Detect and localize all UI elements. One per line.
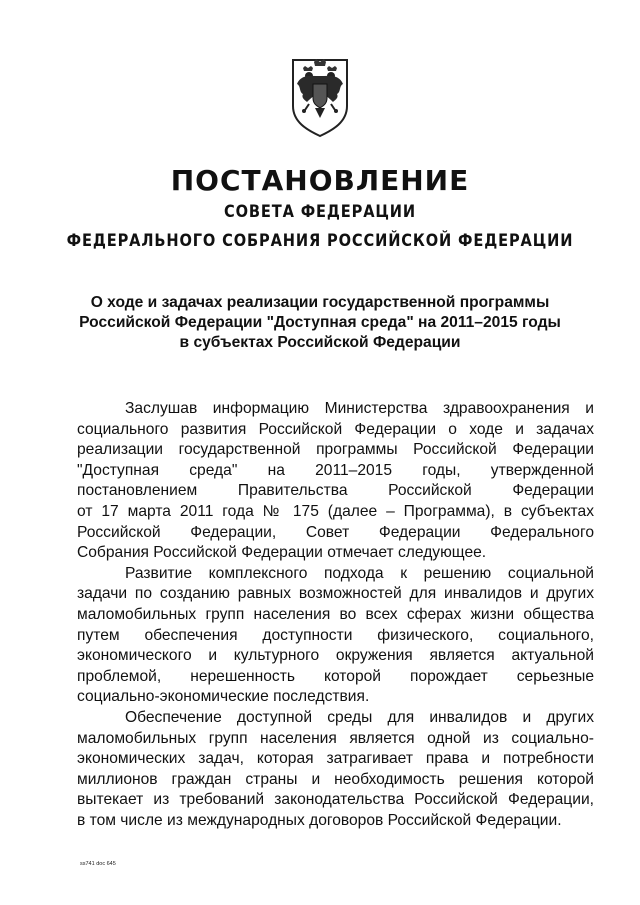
body-line: вытекает из требований законодательства Российской Федерации, <box>77 791 594 809</box>
body-line: Обеспечение доступной среды для инвалидов и других <box>125 708 594 726</box>
document-body <box>77 399 594 831</box>
coat-of-arms-icon <box>285 54 355 138</box>
paragraph <box>77 399 594 564</box>
body-line: от 17 марта 2011 года № 175 (далее – Программа), в субъектах <box>77 502 594 520</box>
issuer-line-1: СОВЕТА ФЕДЕРАЦИИ <box>224 202 416 222</box>
document-title: ПОСТАНОВЛЕНИЕ <box>170 164 470 197</box>
body-line: Собрания Российской Федерации отмечает следующее. <box>77 544 487 562</box>
paragraph <box>77 708 594 832</box>
subject-line: в субъектах Российской Федерации <box>179 334 461 351</box>
body-line: Заслушав информацию Министерства здравоохранения и <box>125 400 594 417</box>
body-line: проблемой, нерешенность которой порождает серьезные <box>77 667 594 685</box>
body-line: миллионов граждан страны и необходимость решения которой <box>77 770 594 788</box>
document-code: ss741 doc 645 <box>80 861 116 867</box>
issuer-line-2: ФЕДЕРАЛЬНОГО СОБРАНИЯ РОССИЙСКОЙ ФЕДЕРАЦИИ <box>66 231 574 251</box>
subject-line: О ходе и задачах реализации государственной программы <box>90 294 550 311</box>
body-line: "Доступная среда" на 2011–2015 годы, утвержденной <box>77 461 594 479</box>
body-line: Российской Федерации, Совет Федерации Федерального <box>77 523 594 541</box>
body-line: социально-экономические последствия. <box>77 688 370 706</box>
body-line: экономического и культурного окружения является актуальной <box>77 647 594 665</box>
subject-line: Российской Федерации "Доступная среда" на 2011–2015 годы <box>79 314 561 331</box>
body-line: маломобильных групп населения во всех сферах жизни общества <box>77 605 594 623</box>
body-line: реализации государственной программы Российской Федерации <box>77 441 594 459</box>
body-line: в том числе из международных договоров Российской Федерации. <box>77 811 562 829</box>
paragraph <box>77 564 594 708</box>
body-line: задачи по созданию равных возможностей для инвалидов и других <box>77 585 594 603</box>
body-line: путем обеспечения доступности физического, социального, <box>77 626 594 644</box>
body-line: экономических задач, которая затрагивает права и потребности <box>77 750 594 768</box>
body-line: маломобильных групп населения является одной из социально- <box>77 729 594 747</box>
body-line: постановлением Правительства Российской Федерации <box>77 482 594 500</box>
document-subject <box>60 293 580 353</box>
body-line: Развитие комплексного подхода к решению социальной <box>125 564 594 582</box>
body-line: социального развития Российской Федерации о ходе и задачах <box>77 420 594 438</box>
